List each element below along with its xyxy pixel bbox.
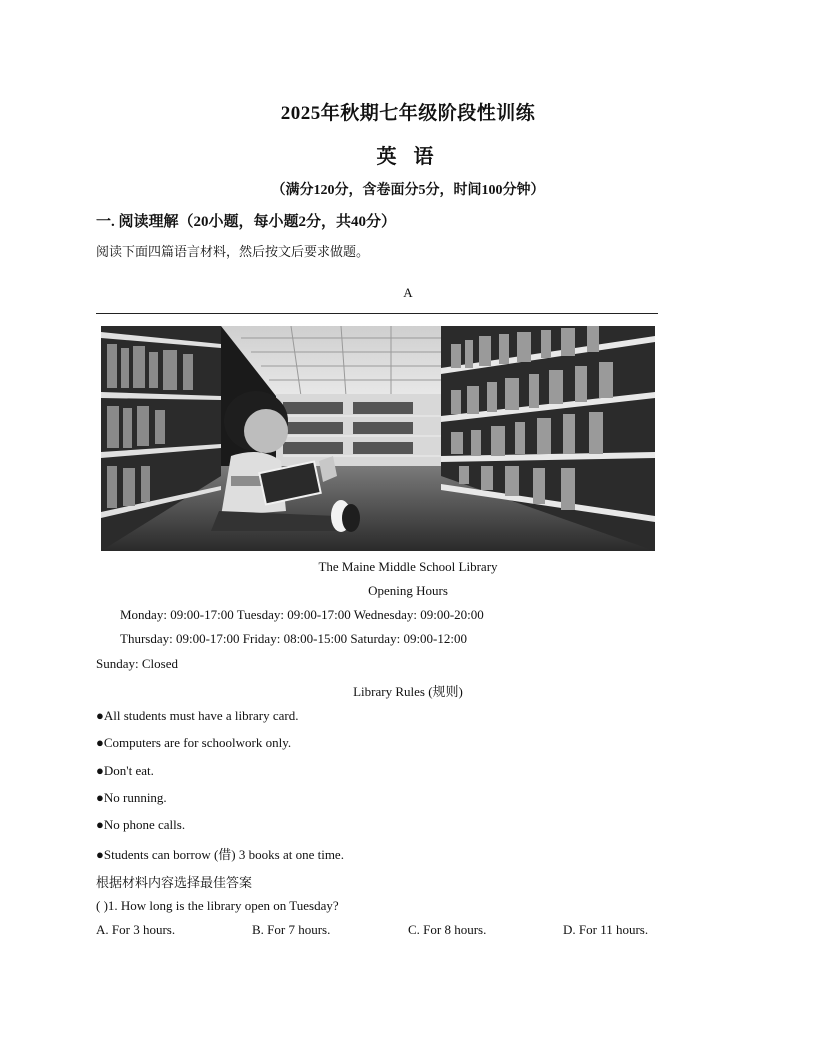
question-stem: ( )1. How long is the library open on Tuesday? bbox=[96, 898, 339, 913]
rule-item: ●No phone calls. bbox=[96, 817, 186, 832]
library-name: The Maine Middle School Library bbox=[318, 559, 498, 574]
subject-title: 英 语 bbox=[376, 146, 440, 168]
section-instruction: 阅读下面四篇语言材料，然后按文后要求做题。 bbox=[96, 244, 370, 259]
rule-item: ●All students must have a library card. bbox=[96, 708, 299, 723]
library-illustration bbox=[101, 326, 655, 551]
hours-line: Sunday: Closed bbox=[96, 656, 178, 671]
answer-option: A. For 3 hours. bbox=[96, 922, 176, 937]
answer-option: C. For 8 hours. bbox=[408, 922, 487, 937]
hours-line: Monday: 09:00-17:00 Tuesday: 09:00-17:00 Wednesday: 09:00-20:00 bbox=[120, 607, 484, 622]
rule-item: ●Students can borrow (借) 3 books at one time. bbox=[96, 847, 344, 862]
paper-title: 2025年秋期七年级阶段性训练 bbox=[280, 103, 536, 124]
hours-line: Thursday: 09:00-17:00 Friday: 08:00-15:00 Saturday: 09:00-12:00 bbox=[120, 631, 467, 646]
rule-item: ●Computers are for schoolwork only. bbox=[96, 735, 292, 750]
passage-label: A bbox=[403, 285, 413, 300]
library-rules-title: Library Rules (规则) bbox=[353, 684, 463, 699]
section-heading: 一. 阅读理解（20小题，每小题2分，共40分） bbox=[96, 214, 397, 230]
question-instruction: 根据材料内容选择最佳答案 bbox=[96, 875, 253, 890]
divider-line bbox=[96, 313, 658, 314]
rule-item: ●Don't eat. bbox=[96, 763, 154, 778]
answer-option: D. For 11 hours. bbox=[563, 922, 649, 937]
rule-item: ●No running. bbox=[96, 790, 167, 805]
opening-hours-title: Opening Hours bbox=[368, 583, 448, 598]
score-note: （满分120分，含卷面分5分，时间100分钟） bbox=[271, 183, 545, 198]
answer-option: B. For 7 hours. bbox=[252, 922, 331, 937]
